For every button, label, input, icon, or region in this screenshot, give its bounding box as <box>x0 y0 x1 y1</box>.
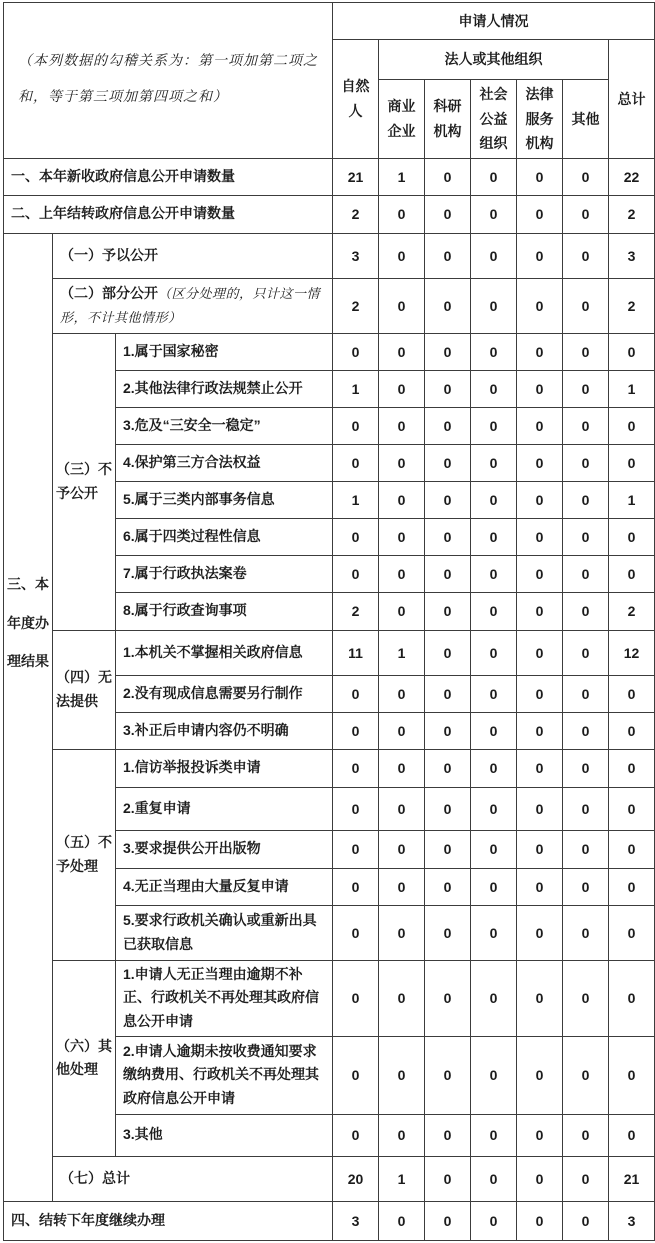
value-cell: 0 <box>379 407 425 444</box>
value-cell: 0 <box>609 787 655 830</box>
value-cell: 0 <box>517 592 563 630</box>
value-cell: 3 <box>333 1201 379 1240</box>
value-cell: 0 <box>609 444 655 481</box>
value-cell: 0 <box>425 1156 471 1201</box>
gov-info-disclosure-report-table <box>3 2 655 1241</box>
value-cell: 0 <box>517 481 563 518</box>
value-cell: 0 <box>609 905 655 960</box>
row-label: 7.属于行政执法案卷 <box>116 555 333 592</box>
value-cell: 0 <box>517 712 563 749</box>
value-cell: 0 <box>425 195 471 233</box>
value-cell: 0 <box>333 787 379 830</box>
row-state-secret <box>4 333 655 370</box>
value-cell: 1 <box>379 1156 425 1201</box>
value-cell: 0 <box>379 481 425 518</box>
col-header-research-institution: 科研机构 <box>425 80 471 159</box>
value-cell: 0 <box>517 675 563 712</box>
value-cell: 0 <box>471 195 517 233</box>
row-label: 1.属于国家秘密 <box>116 333 333 370</box>
value-cell: 0 <box>563 787 609 830</box>
value-cell: 0 <box>609 333 655 370</box>
value-cell: 0 <box>517 749 563 787</box>
value-cell: 0 <box>563 1201 609 1240</box>
value-cell: 0 <box>563 675 609 712</box>
value-cell: 0 <box>471 830 517 868</box>
value-cell: 0 <box>425 407 471 444</box>
value-cell: 2 <box>333 278 379 333</box>
value-cell: 0 <box>333 333 379 370</box>
row-label: 一、本年新收政府信息公开申请数量 <box>4 158 333 195</box>
value-cell: 0 <box>609 712 655 749</box>
row-label: （七）总计 <box>53 1156 333 1201</box>
value-cell: 3 <box>609 1201 655 1240</box>
row-label: 4.无正当理由大量反复申请 <box>116 868 333 905</box>
value-cell: 0 <box>379 518 425 555</box>
col-header-natural-person: 自然人 <box>333 40 379 159</box>
value-cell: 0 <box>471 749 517 787</box>
value-cell: 0 <box>609 960 655 1036</box>
row-label: （一）予以公开 <box>53 233 333 278</box>
value-cell: 0 <box>471 333 517 370</box>
value-cell: 2 <box>333 592 379 630</box>
value-cell: 0 <box>563 407 609 444</box>
row-label: 二、上年结转政府信息公开申请数量 <box>4 195 333 233</box>
group-label-other-handling: （六）其他处理 <box>53 960 116 1156</box>
value-cell: 0 <box>471 712 517 749</box>
value-cell: 1 <box>333 481 379 518</box>
value-cell: 0 <box>379 1201 425 1240</box>
value-cell: 0 <box>609 749 655 787</box>
value-cell: 0 <box>471 444 517 481</box>
value-cell: 20 <box>333 1156 379 1201</box>
group-label-annual-results: 三、本年度办理结果 <box>4 233 53 1201</box>
row-label-main: （二）部分公开 <box>60 284 158 301</box>
value-cell: 0 <box>517 555 563 592</box>
value-cell: 0 <box>609 830 655 868</box>
value-cell: 0 <box>517 1156 563 1201</box>
value-cell: 0 <box>379 905 425 960</box>
row-label: 1.本机关不掌握相关政府信息 <box>116 630 333 675</box>
value-cell: 0 <box>517 407 563 444</box>
value-cell: 0 <box>379 675 425 712</box>
value-cell: 0 <box>517 905 563 960</box>
value-cell: 1 <box>379 158 425 195</box>
value-cell: 0 <box>471 1201 517 1240</box>
row-label: 2.其他法律行政法规禁止公开 <box>116 370 333 407</box>
value-cell: 0 <box>563 712 609 749</box>
value-cell: 0 <box>609 407 655 444</box>
col-header-legal-org-group: 法人或其他组织 <box>379 40 609 80</box>
value-cell: 0 <box>471 1114 517 1156</box>
value-cell: 0 <box>517 1201 563 1240</box>
value-cell: 0 <box>425 481 471 518</box>
reconciliation-note: （本列数据的勾稽关系为：第一项加第二项之和，等于第三项加第四项之和） <box>4 3 333 159</box>
row-label: 5.属于三类内部事务信息 <box>116 481 333 518</box>
row-label: 2.没有现成信息需要另行制作 <box>116 675 333 712</box>
value-cell: 0 <box>379 1036 425 1114</box>
value-cell: 0 <box>425 555 471 592</box>
value-cell: 0 <box>379 868 425 905</box>
value-cell: 0 <box>471 787 517 830</box>
value-cell: 0 <box>471 370 517 407</box>
value-cell: 0 <box>333 749 379 787</box>
value-cell: 0 <box>425 960 471 1036</box>
value-cell: 0 <box>471 481 517 518</box>
value-cell: 0 <box>517 868 563 905</box>
value-cell: 0 <box>333 905 379 960</box>
row-new-applications <box>4 158 655 195</box>
value-cell: 0 <box>379 787 425 830</box>
value-cell: 0 <box>425 444 471 481</box>
value-cell: 0 <box>425 1201 471 1240</box>
value-cell: 0 <box>333 444 379 481</box>
value-cell: 0 <box>425 868 471 905</box>
value-cell: 0 <box>425 675 471 712</box>
value-cell: 0 <box>563 1036 609 1114</box>
value-cell: 0 <box>563 481 609 518</box>
value-cell: 0 <box>563 518 609 555</box>
value-cell: 0 <box>333 830 379 868</box>
value-cell: 0 <box>425 158 471 195</box>
value-cell: 0 <box>333 1036 379 1114</box>
value-cell: 0 <box>471 1036 517 1114</box>
value-cell: 0 <box>379 1114 425 1156</box>
value-cell: 0 <box>563 630 609 675</box>
value-cell: 0 <box>471 158 517 195</box>
value-cell: 0 <box>471 630 517 675</box>
value-cell: 2 <box>609 592 655 630</box>
value-cell: 0 <box>379 592 425 630</box>
col-header-total: 总计 <box>609 40 655 159</box>
value-cell: 0 <box>609 1036 655 1114</box>
value-cell: 0 <box>379 960 425 1036</box>
value-cell: 0 <box>379 830 425 868</box>
value-cell: 0 <box>471 407 517 444</box>
value-cell: 0 <box>333 555 379 592</box>
value-cell: 0 <box>379 712 425 749</box>
row-label: 2.申请人逾期未按收费通知要求缴纳费用、行政机关不再处理其政府信息公开申请 <box>116 1036 333 1114</box>
value-cell: 0 <box>425 1036 471 1114</box>
row-label: 四、结转下年度继续办理 <box>4 1201 333 1240</box>
value-cell: 0 <box>379 278 425 333</box>
value-cell: 0 <box>471 675 517 712</box>
value-cell: 1 <box>333 370 379 407</box>
value-cell: 0 <box>517 444 563 481</box>
value-cell: 0 <box>563 278 609 333</box>
row-label: 8.属于行政查询事项 <box>116 592 333 630</box>
col-header-commercial-enterprise: 商业企业 <box>379 80 425 159</box>
value-cell: 0 <box>379 370 425 407</box>
value-cell: 0 <box>425 233 471 278</box>
group-label-not-disclosed: （三）不予公开 <box>53 333 116 630</box>
value-cell: 0 <box>379 749 425 787</box>
value-cell: 0 <box>425 518 471 555</box>
row-label: 3.补正后申请内容仍不明确 <box>116 712 333 749</box>
applicant-situation-header: 申请人情况 <box>333 3 655 40</box>
value-cell: 0 <box>333 407 379 444</box>
value-cell: 11 <box>333 630 379 675</box>
value-cell: 0 <box>517 518 563 555</box>
value-cell: 0 <box>425 749 471 787</box>
value-cell: 0 <box>379 233 425 278</box>
value-cell: 0 <box>425 370 471 407</box>
value-cell: 3 <box>609 233 655 278</box>
value-cell: 0 <box>333 868 379 905</box>
value-cell: 2 <box>609 195 655 233</box>
value-cell: 0 <box>471 905 517 960</box>
value-cell: 0 <box>609 518 655 555</box>
value-cell: 3 <box>333 233 379 278</box>
value-cell: 0 <box>379 195 425 233</box>
value-cell: 0 <box>517 960 563 1036</box>
value-cell: 0 <box>425 278 471 333</box>
value-cell: 2 <box>333 195 379 233</box>
value-cell: 1 <box>609 370 655 407</box>
value-cell: 0 <box>563 195 609 233</box>
row-label: 3.危及“三安全一稳定” <box>116 407 333 444</box>
value-cell: 0 <box>563 158 609 195</box>
row-label: 2.重复申请 <box>116 787 333 830</box>
value-cell: 0 <box>517 195 563 233</box>
value-cell: 0 <box>471 518 517 555</box>
row-label: 6.属于四类过程性信息 <box>116 518 333 555</box>
value-cell: 0 <box>425 712 471 749</box>
row-label: 1.申请人无正当理由逾期不补正、行政机关不再处理其政府信息公开申请 <box>116 960 333 1036</box>
row-carried-over-previous-year <box>4 195 655 233</box>
row-partially-disclosed <box>4 278 655 333</box>
value-cell: 0 <box>425 592 471 630</box>
value-cell: 0 <box>517 787 563 830</box>
value-cell: 0 <box>563 749 609 787</box>
value-cell: 2 <box>609 278 655 333</box>
value-cell: 0 <box>471 592 517 630</box>
value-cell: 21 <box>609 1156 655 1201</box>
value-cell: 0 <box>333 960 379 1036</box>
value-cell: 0 <box>563 905 609 960</box>
value-cell: 0 <box>379 444 425 481</box>
row-petition-complaint <box>4 749 655 787</box>
value-cell: 12 <box>609 630 655 675</box>
value-cell: 0 <box>517 370 563 407</box>
value-cell: 0 <box>471 868 517 905</box>
col-header-legal-service-org: 法律服务机构 <box>517 80 563 159</box>
row-label: 3.要求提供公开出版物 <box>116 830 333 868</box>
value-cell: 0 <box>609 868 655 905</box>
col-header-other-org: 其他 <box>563 80 609 159</box>
header-row-1 <box>4 3 655 40</box>
row-label: 3.其他 <box>116 1114 333 1156</box>
value-cell: 0 <box>517 1114 563 1156</box>
value-cell: 0 <box>333 518 379 555</box>
value-cell: 0 <box>563 370 609 407</box>
value-cell: 0 <box>425 630 471 675</box>
value-cell: 0 <box>379 555 425 592</box>
value-cell: 0 <box>609 675 655 712</box>
value-cell: 0 <box>609 555 655 592</box>
value-cell: 0 <box>471 1156 517 1201</box>
row-no-relevant-info <box>4 630 655 675</box>
value-cell: 0 <box>517 630 563 675</box>
value-cell: 0 <box>471 555 517 592</box>
value-cell: 0 <box>517 333 563 370</box>
value-cell: 0 <box>563 233 609 278</box>
row-carried-to-next-year <box>4 1201 655 1240</box>
value-cell: 0 <box>563 868 609 905</box>
value-cell: 0 <box>517 158 563 195</box>
value-cell: 0 <box>471 233 517 278</box>
value-cell: 0 <box>563 592 609 630</box>
row-overdue-no-correction <box>4 960 655 1036</box>
value-cell: 0 <box>563 333 609 370</box>
value-cell: 0 <box>563 1114 609 1156</box>
row-label: 4.保护第三方合法权益 <box>116 444 333 481</box>
row-label: 1.信访举报投诉类申请 <box>116 749 333 787</box>
value-cell: 0 <box>609 1114 655 1156</box>
col-header-public-welfare-org: 社会公益组织 <box>471 80 517 159</box>
value-cell: 0 <box>517 233 563 278</box>
value-cell: 0 <box>517 1036 563 1114</box>
value-cell: 0 <box>425 905 471 960</box>
row-subtotal <box>4 1156 655 1201</box>
value-cell: 21 <box>333 158 379 195</box>
value-cell: 1 <box>609 481 655 518</box>
value-cell: 0 <box>471 960 517 1036</box>
value-cell: 0 <box>379 333 425 370</box>
value-cell: 0 <box>333 712 379 749</box>
value-cell: 0 <box>425 1114 471 1156</box>
value-cell: 0 <box>517 830 563 868</box>
value-cell: 0 <box>517 278 563 333</box>
value-cell: 0 <box>563 555 609 592</box>
value-cell: 0 <box>333 1114 379 1156</box>
value-cell: 0 <box>333 675 379 712</box>
value-cell: 0 <box>471 278 517 333</box>
value-cell: 0 <box>563 960 609 1036</box>
row-label-note: （区分处理的，只计这一情形，不计其他情形） <box>60 285 321 325</box>
row-disclosed <box>4 233 655 278</box>
value-cell: 0 <box>425 787 471 830</box>
row-label: 5.要求行政机关确认或重新出具已获取信息 <box>116 905 333 960</box>
value-cell: 0 <box>563 1156 609 1201</box>
value-cell: 0 <box>563 830 609 868</box>
row-label <box>53 278 333 333</box>
group-label-unable-provide: （四）无法提供 <box>53 630 116 749</box>
group-label-not-processed: （五）不予处理 <box>53 749 116 960</box>
value-cell: 1 <box>379 630 425 675</box>
value-cell: 0 <box>563 444 609 481</box>
value-cell: 22 <box>609 158 655 195</box>
value-cell: 0 <box>425 333 471 370</box>
value-cell: 0 <box>425 830 471 868</box>
